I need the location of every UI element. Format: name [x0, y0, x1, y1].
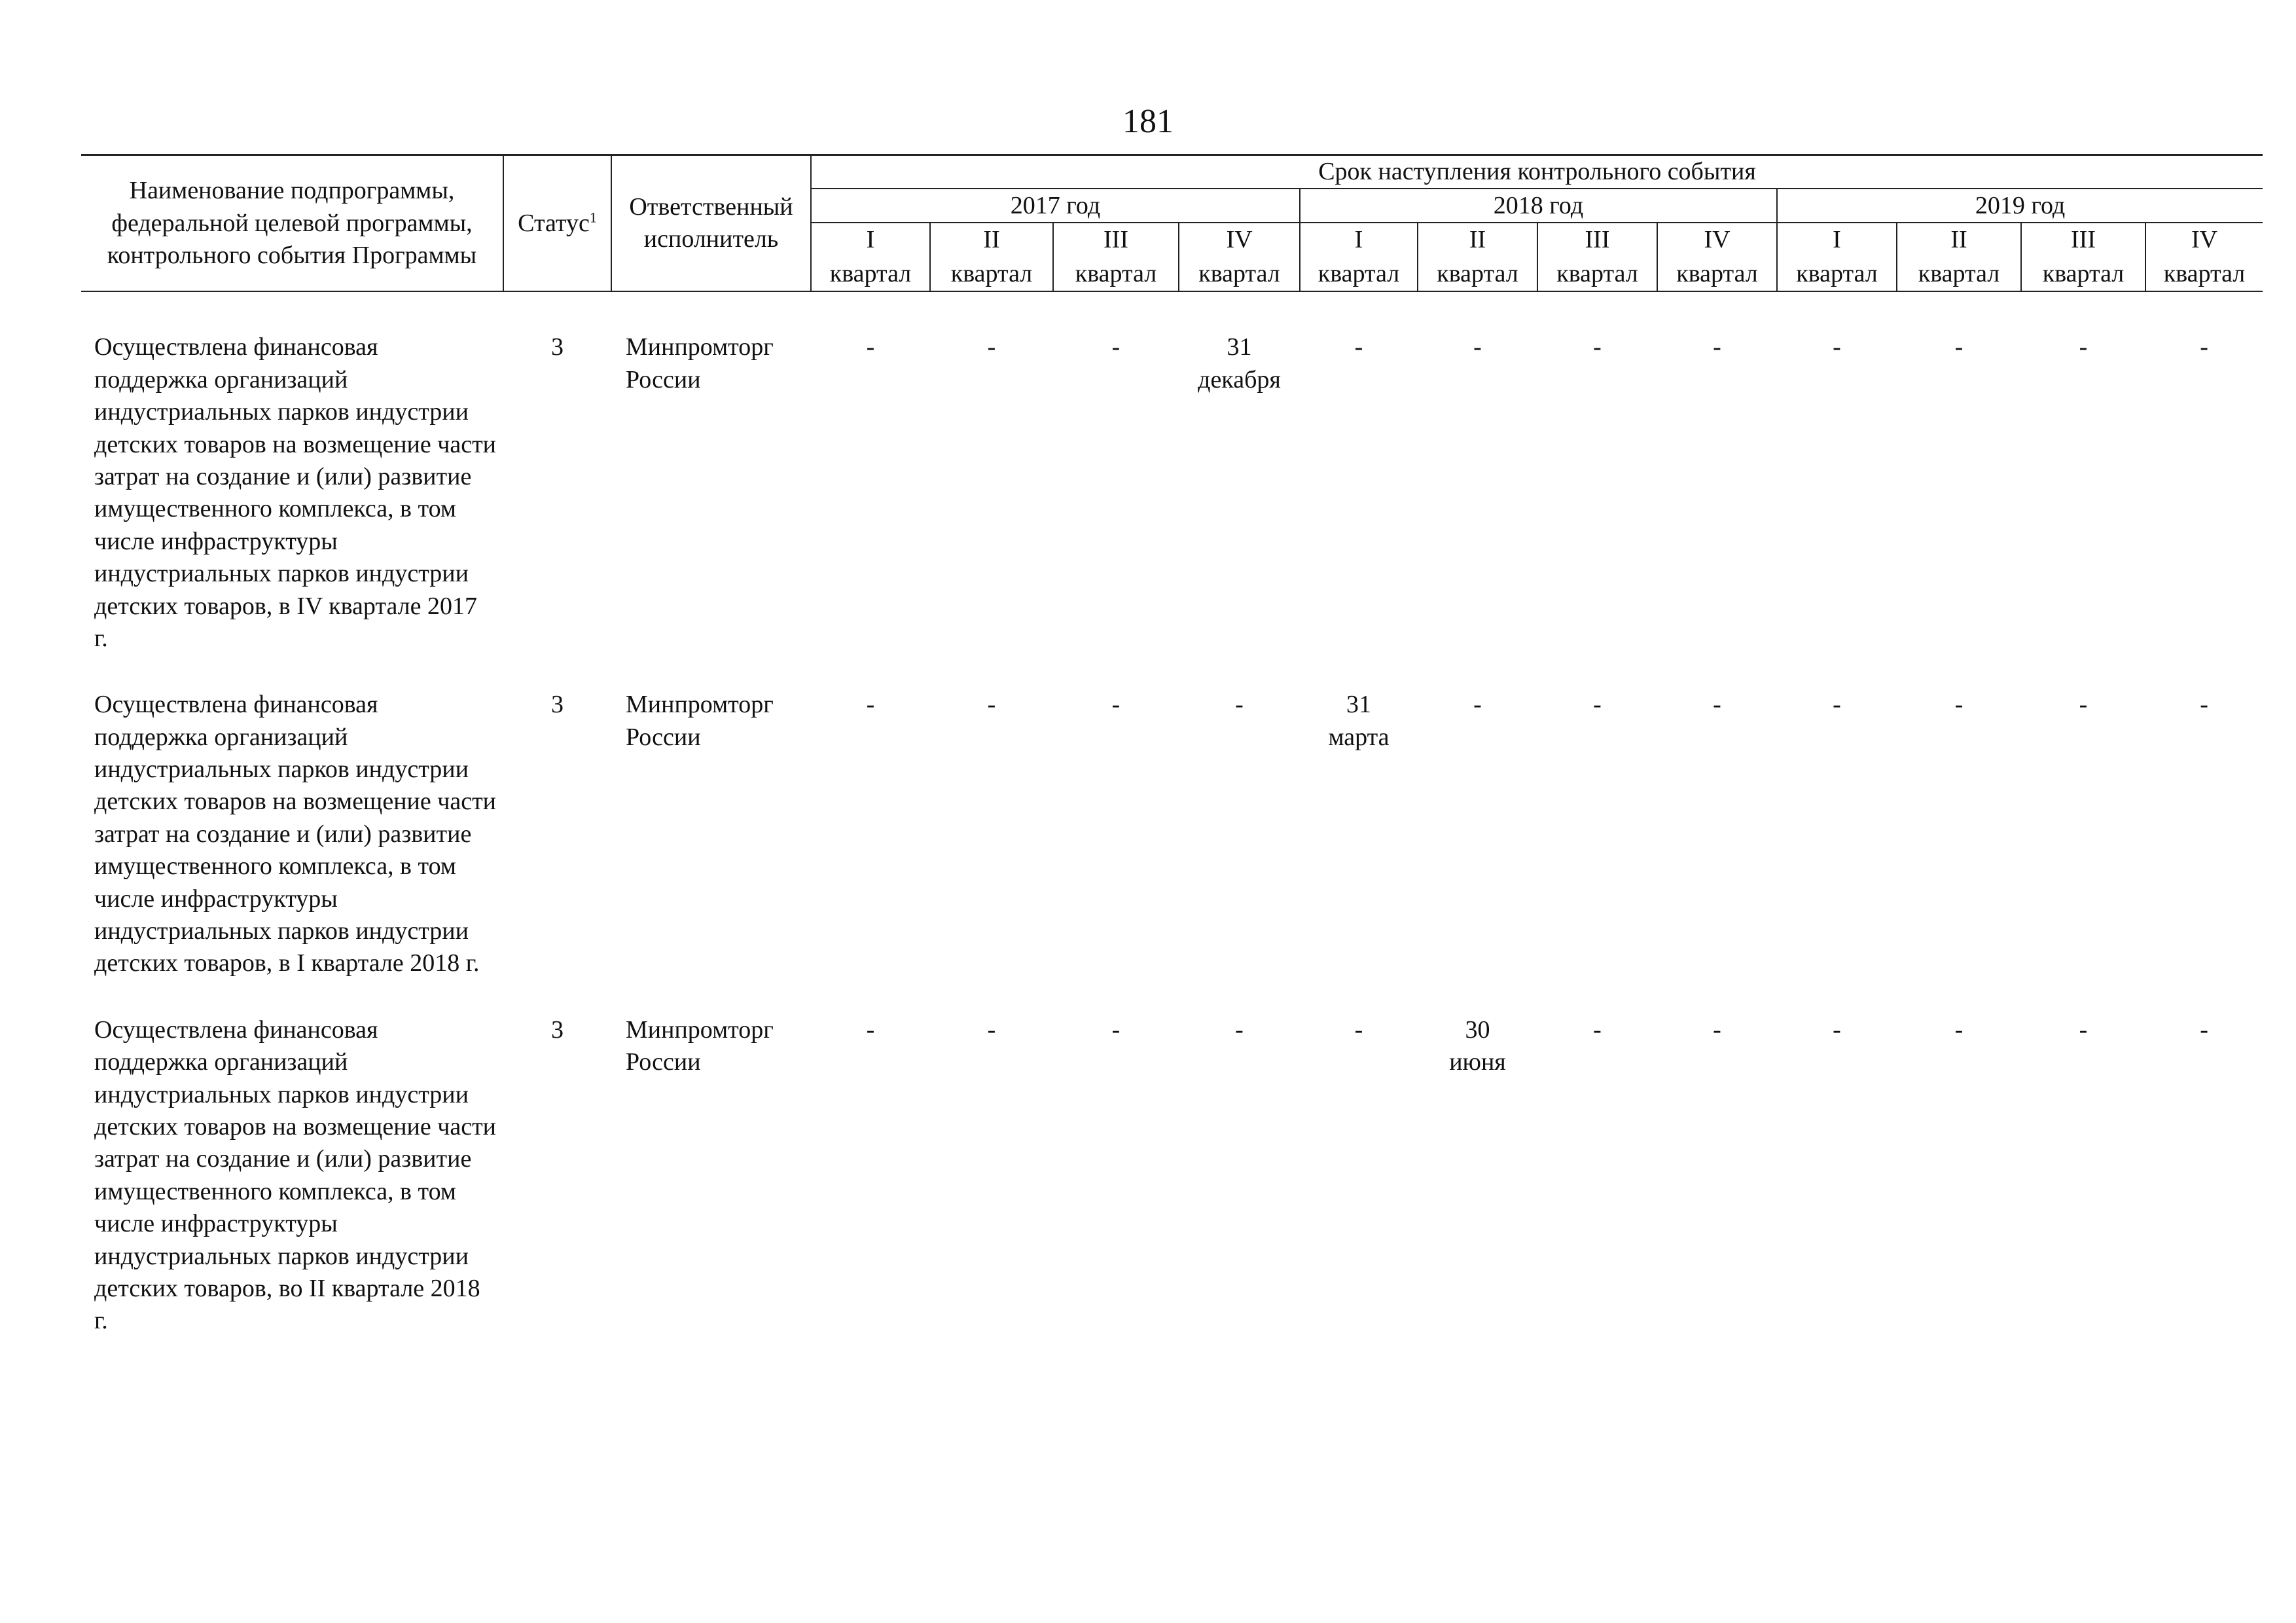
quarter-number: IV: [1704, 226, 1731, 254]
quarter-header: [1777, 223, 1897, 291]
event-executor: [611, 689, 811, 1014]
quarter-cell: [2021, 1014, 2145, 1372]
quarter-header: [1418, 223, 1537, 291]
quarter-word: квартал: [1556, 259, 1638, 287]
quarter-word: квартал: [1437, 259, 1518, 287]
quarter-header: [2145, 223, 2263, 291]
quarter-cell: [1300, 689, 1418, 1014]
quarter-header: [2021, 223, 2145, 291]
quarter-word: квартал: [1318, 259, 1400, 287]
quarter-cell: [811, 1014, 930, 1372]
quarter-cell: [1537, 689, 1657, 1014]
quarter-cell-line: -: [2079, 333, 2088, 361]
table-row: [81, 331, 2263, 689]
quarter-cell-line: -: [1473, 691, 1482, 719]
quarter-cell: [1897, 331, 2021, 689]
quarter-number: IV: [1226, 226, 1253, 254]
quarter-cell: [1897, 1014, 2021, 1372]
quarter-word: квартал: [1676, 259, 1758, 287]
table-row: [81, 689, 2263, 1014]
event-name: Осуществлена финансовая поддержка организаций индустриальных парков индустрии детских товаров на возмещение части затрат на создание и (или) развитие имущественного комплекса, в том числе инфраструктуры индустриальных парков индустрии детских товаров, во II квартале 2018 г.: [94, 1015, 497, 1335]
quarter-cell-line: марта: [1328, 723, 1390, 751]
quarter-cell-line: -: [866, 691, 875, 719]
quarter-cell: [1537, 331, 1657, 689]
quarter-cell: [1897, 689, 2021, 1014]
quarter-cell-line: 31: [1227, 333, 1252, 361]
quarter-header: [1897, 223, 2021, 291]
quarter-cell-line: -: [987, 691, 996, 719]
quarter-number: II: [1469, 226, 1486, 254]
quarter-cell: [1179, 689, 1300, 1014]
control-events-table: [81, 154, 2263, 1372]
quarter-cell: [1300, 1014, 1418, 1372]
quarter-cell-line: -: [1954, 333, 1964, 361]
quarter-cell: [1657, 331, 1777, 689]
executor-line: Минпромторг: [626, 333, 774, 361]
quarter-cell: [1777, 331, 1897, 689]
quarter-header: [811, 223, 930, 291]
quarter-cell: [2021, 331, 2145, 689]
quarter-header: [1300, 223, 1418, 291]
event-status: 3: [551, 333, 564, 361]
quarter-cell-line: -: [987, 333, 996, 361]
table-header: [81, 155, 2263, 292]
quarter-cell: [2021, 689, 2145, 1014]
quarter-cell-line: июня: [1449, 1048, 1506, 1076]
quarter-cell-line: -: [1713, 1015, 1721, 1044]
status-footnote-mark: 1: [589, 208, 597, 225]
quarter-cell-line: 31: [1346, 691, 1371, 719]
quarter-cell-line: -: [1593, 691, 1602, 719]
executor-line: Минпромторг: [626, 1015, 774, 1044]
quarter-word: квартал: [2163, 259, 2246, 287]
quarter-cell: [1053, 331, 1179, 689]
quarter-number: I: [1354, 226, 1363, 254]
quarter-header: [1537, 223, 1657, 291]
quarter-cell: [930, 1014, 1053, 1372]
quarter-cell: [930, 689, 1053, 1014]
quarter-cell: [1777, 689, 1897, 1014]
event-status: 3: [551, 1015, 564, 1044]
quarter-header: [930, 223, 1053, 291]
quarter-cell-line: -: [1593, 333, 1602, 361]
quarter-cell-line: -: [1833, 1015, 1841, 1044]
quarter-number: I: [866, 226, 875, 254]
executor-line: Минпромторг: [626, 691, 774, 719]
quarter-cell-line: -: [1111, 333, 1121, 361]
quarter-number: III: [1103, 226, 1128, 254]
year-header: 2018 год: [1300, 189, 1777, 223]
quarter-cell-line: -: [2200, 333, 2208, 361]
quarter-cell: [1053, 1014, 1179, 1372]
quarter-cell: [811, 689, 930, 1014]
quarter-cell-line: -: [866, 333, 875, 361]
page-number: 181: [1122, 103, 1174, 140]
quarter-word: квартал: [950, 259, 1033, 287]
quarter-cell-line: -: [1833, 333, 1841, 361]
event-name: Осуществлена финансовая поддержка организаций индустриальных парков индустрии детских товаров на возмещение части затрат на создание и (или) развитие имущественного комплекса, в том числе инфраструктуры индустриальных парков индустрии детских товаров, в IV квартале 2017 г.: [94, 333, 497, 652]
quarter-cell-line: -: [1235, 1015, 1244, 1044]
quarter-cell-line: -: [1833, 691, 1841, 719]
quarter-cell-line: -: [1111, 1015, 1121, 1044]
executor-line: России: [626, 1048, 701, 1076]
quarter-cell: [1053, 689, 1179, 1014]
table-body: [81, 291, 2263, 1371]
quarter-cell: [1418, 1014, 1537, 1372]
quarter-cell: [930, 331, 1053, 689]
deadline-group-header: Срок наступления контрольного события: [811, 155, 2263, 189]
executor-column-header: Ответственный исполнитель: [611, 155, 811, 292]
name-column-header: Наименование подпрограммы, федеральной целевой программы, контрольного события Программы: [81, 155, 503, 292]
quarter-cell: [2145, 331, 2263, 689]
quarter-word: квартал: [1198, 259, 1280, 287]
quarter-cell-line: -: [1954, 691, 1964, 719]
quarter-cell-line: -: [2079, 1015, 2088, 1044]
quarter-cell-line: -: [1354, 1015, 1363, 1044]
quarter-word: квартал: [2042, 259, 2125, 287]
quarter-header: [1657, 223, 1777, 291]
quarter-number: IV: [2191, 226, 2218, 254]
quarter-cell-line: -: [987, 1015, 996, 1044]
quarter-cell-line: декабря: [1198, 365, 1281, 393]
quarter-word: квартал: [1075, 259, 1157, 287]
quarter-cell-line: -: [2200, 1015, 2208, 1044]
quarter-cell-line: -: [1954, 1015, 1964, 1044]
event-status: 3: [551, 691, 564, 719]
quarter-cell-line: -: [1593, 1015, 1602, 1044]
quarter-cell-line: -: [1354, 333, 1363, 361]
status-column-header: [503, 155, 611, 292]
quarter-number: II: [1950, 226, 1967, 254]
year-header: 2019 год: [1777, 189, 2263, 223]
quarter-cell-line: -: [1473, 333, 1482, 361]
quarter-cell: [1657, 1014, 1777, 1372]
event-name: Осуществлена финансовая поддержка организаций индустриальных парков индустрии детских товаров на возмещение части затрат на создание и (или) развитие имущественного комплекса, в том числе инфраструктуры индустриальных парков индустрии детских товаров, в I квартале 2018 г.: [94, 691, 497, 977]
quarter-cell-line: -: [1111, 691, 1121, 719]
quarter-cell: [1179, 1014, 1300, 1372]
executor-line: России: [626, 365, 701, 393]
quarter-cell-line: 30: [1465, 1015, 1490, 1044]
quarter-cell-line: -: [2079, 691, 2088, 719]
quarter-cell: [1418, 331, 1537, 689]
event-executor: [611, 1014, 811, 1372]
quarter-cell-line: -: [1713, 333, 1721, 361]
quarter-cell: [2145, 1014, 2263, 1372]
quarter-cell: [811, 331, 930, 689]
quarter-number: III: [1585, 226, 1610, 254]
quarter-cell-line: -: [2200, 691, 2208, 719]
quarter-number: I: [1833, 226, 1841, 254]
year-header: 2017 год: [811, 189, 1300, 223]
quarter-cell: [2145, 689, 2263, 1014]
executor-line: России: [626, 723, 701, 751]
quarter-word: квартал: [1796, 259, 1878, 287]
quarter-cell: [1777, 1014, 1897, 1372]
quarter-word: квартал: [829, 259, 912, 287]
quarter-cell: [1300, 331, 1418, 689]
quarter-header: [1053, 223, 1179, 291]
quarter-cell-line: -: [1713, 691, 1721, 719]
quarter-cell: [1179, 331, 1300, 689]
quarter-header: [1179, 223, 1300, 291]
quarter-cell-line: -: [1235, 691, 1244, 719]
table-row: [81, 1014, 2263, 1372]
quarter-number: II: [983, 226, 1000, 254]
status-header-label: Статус: [518, 209, 590, 237]
quarter-cell-line: -: [866, 1015, 875, 1044]
quarter-cell: [1657, 689, 1777, 1014]
event-executor: [611, 331, 811, 689]
quarter-cell: [1537, 1014, 1657, 1372]
quarter-number: III: [2071, 226, 2096, 254]
quarter-cell: [1418, 689, 1537, 1014]
quarter-word: квартал: [1918, 259, 2000, 287]
